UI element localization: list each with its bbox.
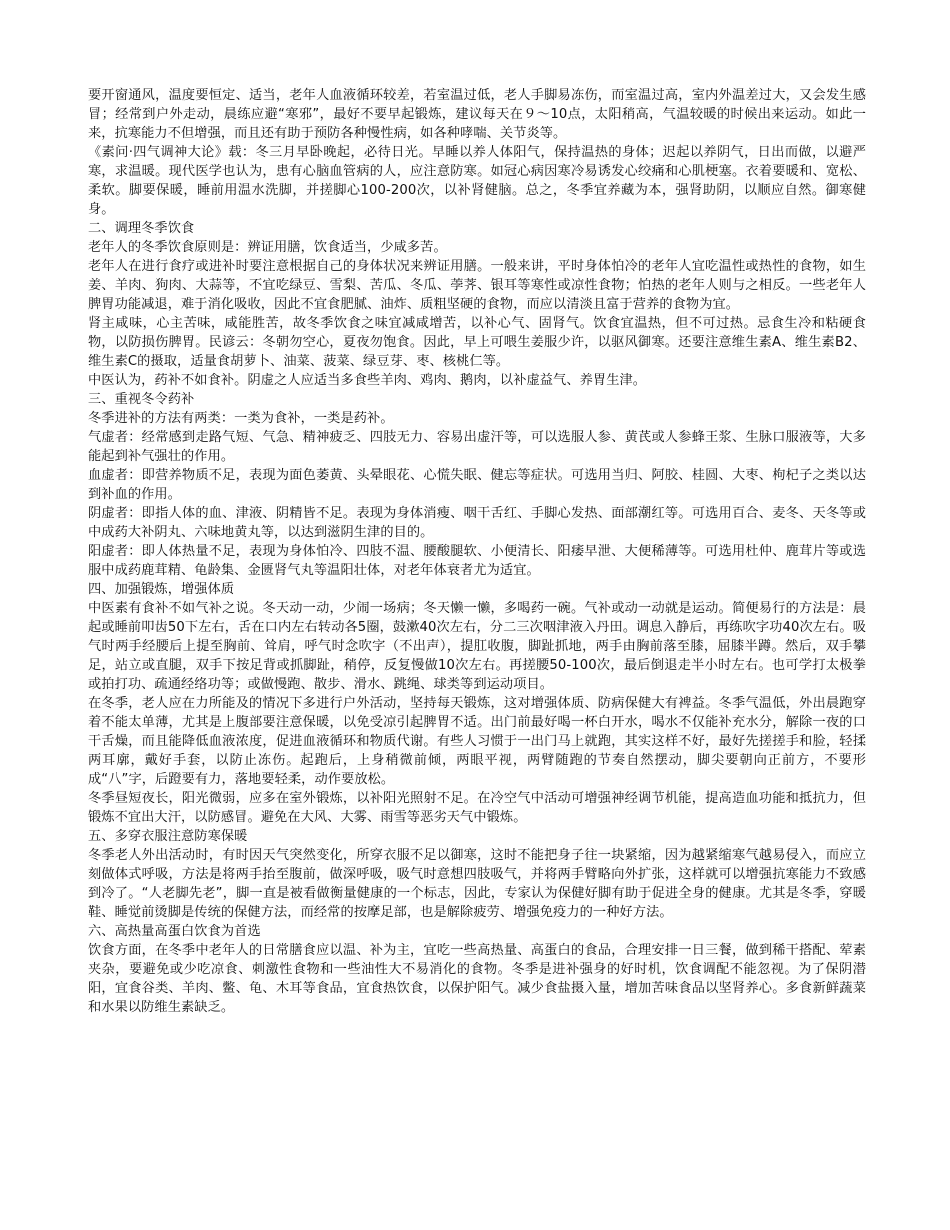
paragraph-exercise-methods: 中医素有食补不如气补之说。冬天动一动，少闹一场病；冬天懒一懒，多喝药一碗。气补或动一动就是运动。简便易行的方法是：晨起或睡前叩齿50下左右，舌在口内左右转动各5圈，鼓漱40次左右，分二三次咽津液入丹田。调息入静后，再练吹字功40次左右。吸气时两手经腰后上提至胸前、耸肩，呼气时念吹字（不出声），提肛收腹，脚趾抓地，两手由胸前落至膝，屈膝半蹲。然后，双手攀足，站立或直腿，双手下按足背或抓脚趾，稍停，反复慢做10次左右。再搓腰50-100次，最后倒退走半小时左右。也可学打太极拳或拍打功、疏通经络功等；或做慢跑、散步、滑水、跳绳、球类等到运动项目。 <box>88 601 866 692</box>
paragraph-ventilation: 要开窗通风，温度要恒定、适当，老年人血液循环较差，若室温过低，老人手脚易冻伤，而室温过高，室内外温差过大，又会发生感冒；经常到户外走动，晨练应避“寒邪”，最好不要早起锻炼，建议每天在９～10点，太阳稍高，气温较暖的时候出来运动。如此一来，抗寒能力不但增强，而且还有助于预防各种慢性病，如各种哮喘、关节炎等。 <box>88 88 866 141</box>
document-body <box>88 86 866 1017</box>
paragraph-protein: 饮食方面，在冬季中老年人的日常膳食应以温、补为主，宜吃一些高热量、高蛋白的食品，合理安排一日三餐，做到稀干搭配、荤素夹杂，要避免或少吃凉食、刺激性食物和一些油性大不易消化的食物。冬季是进补强身的好时机，饮食调配不能忽视。为了保阴潜阳，宜食谷类、羊肉、鳖、龟、木耳等食品，宜食热饮食，以保护阳气。减少食盐摄入量，增加苦味食品以坚肾养心。多食新鲜蔬菜和水果以防维生素缺乏。 <box>88 943 866 1015</box>
paragraph-yang-deficiency: 阳虚者：即人体热量不足，表现为身体怕冷、四肢不温、腰酸腿软、小便清长、阳痿早泄、大便稀薄等。可选用杜仲、鹿茸片等或选服中成药鹿茸精、龟龄集、金匮肾气丸等温阳壮体，对老年体衰者尤为适宜。 <box>88 544 866 578</box>
paragraph-suwen: 《素问·四气调神大论》载：冬三月早卧晚起，必待日光。早睡以养人体阳气，保持温热的身体；迟起以养阴气，日出而做，以避严寒，求温暖。现代医学也认为，患有心脑血管病的人，应注意防寒。如冠心病因寒冷易诱发心绞痛和心肌梗塞。衣着要暖和、宽松、柔软。脚要保暖，睡前用温水洗脚，并搓脚心100-200次，以补肾健脑。总之，冬季宜养藏为本，强肾助阴，以顺应自然。御寒健身。 <box>88 145 866 217</box>
paragraph-diet-principle: 老年人的冬季饮食原则是：辨证用膳，饮食适当，少咸多苦。 <box>88 240 447 255</box>
heading-diet: 二、调理冬季饮食 <box>88 221 195 236</box>
paragraph-sunlight: 冬季昼短夜长，阳光微弱，应多在室外锻炼，以补阳光照射不足。在冷空气中活动可增强神经调节机能，提高造血功能和抵抗力，但锻炼不宜出大汗，以防感冒。避免在大风、大雾、雨雪等恶劣天气中锻炼。 <box>88 791 866 825</box>
paragraph-blood-deficiency: 血虚者：即营养物质不足，表现为面色萎黄、头晕眼花、心慌失眠、健忘等症状。可选用当归、阿胶、桂圆、大枣、枸杞子之类以达到补血的作用。 <box>88 468 866 502</box>
heading-tonic: 三、重视冬令药补 <box>88 392 195 407</box>
paragraph-diet-details: 老年人在进行食疗或进补时要注意根据自己的身体状况来辨证用膳。一般来讲，平时身体怕冷的老年人宜吃温性或热性的食物，如生姜、羊肉、狗肉、大蒜等，不宜吃绿豆、雪梨、苦瓜、冬瓜、荸荠、银耳等寒性或凉性食物；怕热的老年人则与之相反。一些老年人脾胃功能减退，难于消化吸收，因此不宜食肥腻、油炸、质粗坚硬的食物，而应以清淡且富于营养的食物为宜。 <box>88 259 866 312</box>
heading-clothing: 五、多穿衣服注意防寒保暖 <box>88 829 248 844</box>
paragraph-qi-deficiency: 气虚者：经常感到走路气短、气急、精神疲乏、四肢无力、容易出虚汗等，可以选服人参、黄芪或人参蜂王浆、生脉口服液等，大多能起到补气强壮的作用。 <box>88 430 866 464</box>
paragraph-kidney: 肾主咸味，心主苦味，咸能胜苦，故冬季饮食之味宜减咸增苦，以补心气、固肾气。饮食宜温热，但不可过热。忌食生冷和粘硬食物，以防损伤脾胃。民谚云：冬朝勿空心，夏夜勿饱食。因此，早上可喂生姜服少许，以驱风御寒。还要注意维生素A、维生素B2、维生素C的摄取，适量食胡萝卜、油菜、菠菜、绿豆芽、枣、核桃仁等。 <box>88 316 866 369</box>
heading-exercise: 四、加强锻炼，增强体质 <box>88 582 235 597</box>
paragraph-outdoor-activity: 在冬季，老人应在力所能及的情况下多进行户外活动，坚持每天锻炼，这对增强体质、防病保健大有裨益。冬季气温低，外出晨跑穿着不能太单薄，尤其是上腹部要注意保暖，以免受凉引起脾胃不适。出门前最好喝一杯白开水，喝水不仅能补充水分，解除一夜的口干舌燥，而且能降低血液浓度，促进血液循环和物质代谢。有些人习惯于一出门马上就跑，其实这样不好，最好先搓搓手和脸，轻揉两耳廓，戴好手套，以防止冻伤。起跑后，上身稍微前倾，两眼平视，两臂随跑的节奏自然摆动，脚尖要朝向正前方，不要形成“八”字，后蹬要有力，落地要轻柔，动作要放松。 <box>88 696 866 787</box>
paragraph-tcm: 中医认为，药补不如食补。阴虚之人应适当多食些羊肉、鸡肉、鹅肉，以补虚益气、养胃生津。 <box>88 373 647 388</box>
paragraph-yin-deficiency: 阴虚者：即指人体的血、津液、阴精皆不足。表现为身体消瘦、咽干舌红、手脚心发热、面部潮红等。可选用百合、麦冬、天冬等或中成药大补阴丸、六味地黄丸等，以达到滋阴生津的目的。 <box>88 506 866 540</box>
paragraph-clothing: 冬季老人外出活动时，有时因天气突然变化，所穿衣服不足以御寒，这时不能把身子往一块紧缩，因为越紧缩寒气越易侵入，而应立刻做体式呼吸，方法是将两手抬至腹前，做深呼吸，吸气时意想四肢吸气，并将两手臂略向外扩张，这样就可以增强抗寒能力不致感到冷了。“人老脚先老”，脚一直是被看做衡量健康的一个标志，因此，专家认为保健好脚有助于促进全身的健康。尤其是冬季，穿暖鞋、睡觉前烫脚是传统的保健方法，而经常的按摩足部，也是解除疲劳、增强免疫力的一种好方法。 <box>88 848 866 920</box>
heading-protein: 六、高热量高蛋白饮食为首选 <box>88 924 261 939</box>
paragraph-tonic-methods: 冬季进补的方法有两类：一类为食补，一类是药补。 <box>88 411 394 426</box>
